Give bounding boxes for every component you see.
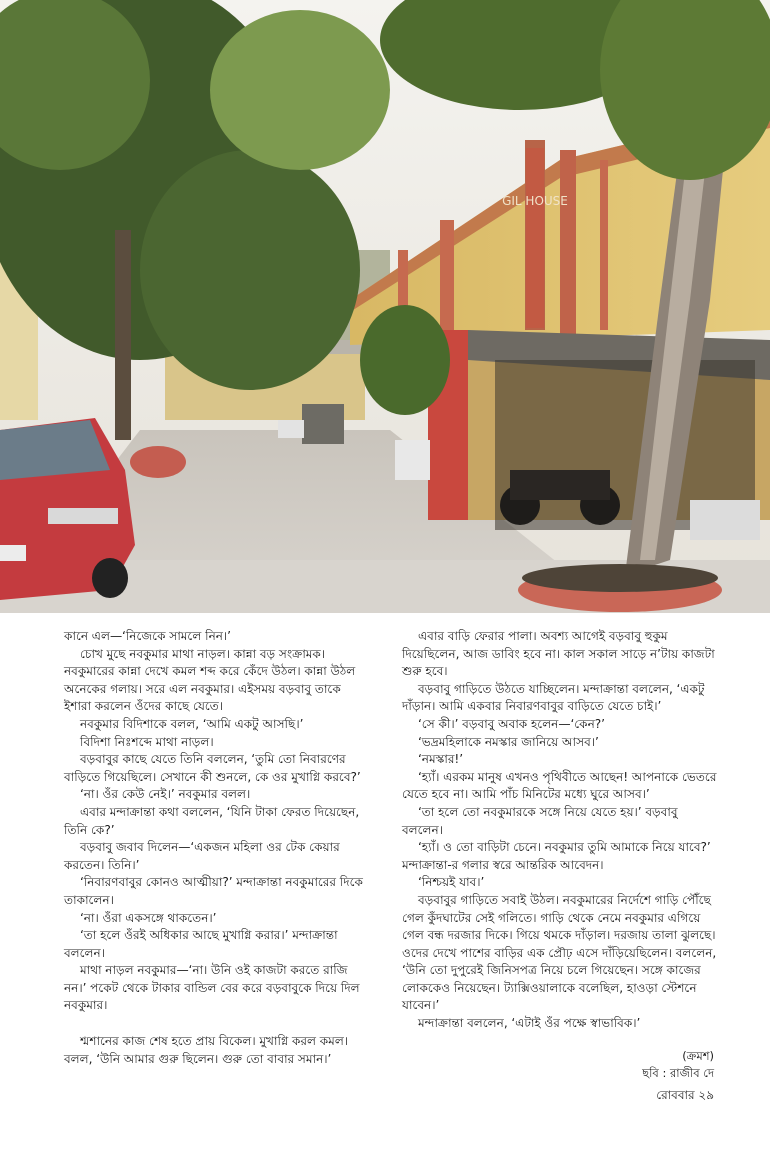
article-column-right: [402, 628, 718, 1033]
paragraph: বিদিশা নিঃশব্দে মাথা নাড়ল।: [80, 734, 214, 749]
paragraph: ‘সে কী।’ বড়বাবু অবাক হলেন—‘কেন?’: [418, 716, 605, 731]
paragraph: এবার বাড়ি ফেরার পালা। অবশ্য আগেই বড়বাবু হুকুম দিয়েছিলেন, আজ ডাবিং হবে না। কাল সকাল সাড়ে ন’টায় কাজটা শুরু হবে।: [402, 629, 715, 679]
paragraph: বড়বাবুর গাড়িতে সবাই উঠল। নবকুমারের নির্দেশে গাড়ি পৌঁছে গেল কুঁদঘাটের সেই গলিতে। গাড়ি থেকে নেমে নবকুমার এগিয়ে গেল বন্ধ দরজার দিকে। গিয়ে থমকে দাঁড়াল। দরজায় তালা ঝুলছে। ওদের দেখে পাশের বাড়ির এক প্রৌঢ় এসে দাঁড়িয়েছিলেন। বললেন, ‘উনি তো দুপুরেই জিনিসপত্র নিয়ে চলে গিয়েছেন। সঙ্গে কাজের লোককেও নিয়েছেন। ট্যাক্সিওয়ালাকে বলেছিল, হাওড়া স্টেশনে যাবেন।’: [402, 892, 717, 1013]
paragraph: মাথা নাড়ল নবকুমার—‘না। উনি ওই কাজটা করতে রাজি নন।’ পকেট থেকে টাকার বান্ডিল বের করে বড়বাবুকে দিয়ে দিল নবকুমার।: [64, 963, 360, 1013]
page-folio: রোববার ২৯: [656, 1088, 714, 1102]
paragraph: ‘তা হলে তো নবকুমারকে সঙ্গে নিয়ে যেতে হয়।’ বড়বাবু বললেন।: [402, 804, 678, 837]
paragraph: কানে এল—‘নিজেকে সামলে নিন।’: [64, 629, 231, 643]
paragraph: বড়বাবু গাড়িতে উঠতে যাচ্ছিলেন। মন্দাক্রান্তা বললেন, ‘একটু দাঁড়ান। আমি একবার নিবারণবাবুর বাড়িতে যেতে চাই।’: [402, 681, 705, 714]
paragraph: ‘নিশ্চয়ই যাব।’: [418, 875, 485, 890]
paragraph: ‘নমস্কার!’: [418, 752, 463, 767]
paragraph: এবার মন্দাক্রান্তা কথা বললেন, ‘যিনি টাকা ফেরত দিয়েছেন, তিনি কে?’: [64, 804, 360, 837]
paragraph: ‘ভদ্রমহিলাকে নমস্কার জানিয়ে আসব।’: [418, 734, 599, 749]
paragraph: ‘হ্যাঁ। ও তো বাড়িটা চেনে। নবকুমার তুমি আমাকে নিয়ে যাবে?’ মন্দাক্রান্তা-র গলার স্বরে আন্তরিক আবেদন।: [402, 840, 711, 872]
paragraph: ‘হ্যাঁ। এরকম মানুষ এখনও পৃথিবীতে আছেন! আপনাকে ভেতরে যেতে হবে না। আমি পাঁচ মিনিটের মধ্যে ঘুরে আসব।’: [402, 769, 717, 802]
building-sign-text: GIL HOUSE: [502, 194, 568, 208]
paragraph: চোখ মুছে নবকুমার মাথা নাড়ল। কান্না বড় সংক্রামক। নবকুমারের কান্না দেখে কমল শব্দ করে কেঁদে উঠল। কান্না উঠল অনেকের গলায়। সরে এল নবকুমার। এইসময় বড়বাবু তাকে ইশারা করলেন ওঁদের কাছে যেতে।: [64, 646, 356, 714]
paragraph: ‘না। ওঁর কেউ নেই।’ নবকুমার বলল।: [80, 787, 251, 802]
paragraph: বড়বাবুর কাছে যেতে তিনি বললেন, ‘তুমি তো নিবারণের বাড়িতে গিয়েছিলে। সেখানে কী শুনলে, কে ওর মুখাগ্নি করবে?’: [64, 752, 361, 784]
paragraph: বড়বাবু জবাব দিলেন—‘একজন মহিলা ওর টেক কেয়ার করতেন। তিনি।’: [64, 840, 340, 872]
article-column-left: [64, 628, 370, 1068]
paragraph: ‘না। ওঁরা একসঙ্গে থাকতেন।’: [80, 910, 217, 925]
paragraph: ‘নিবারণবাবুর কোনও আত্মীয়া?’ মন্দাক্রান্তা নবকুমারের দিকে তাকালেন।: [64, 875, 363, 907]
photo-credit: ছবি : রাজীব দে: [642, 1066, 714, 1080]
paragraph: ‘তা হলে ওঁরই অধিকার আছে মুখাগ্নি করার।’ মন্দাক্রান্তা বললেন।: [64, 928, 338, 960]
paragraph: নবকুমার বিদিশাকে বলল, ‘আমি একটু আসছি।’: [80, 716, 304, 731]
paragraph: শ্মশানের কাজ শেষ হতে প্রায় বিকেল। মুখাগ্নি করল কমল। বলল, ‘উনি আমার গুরু ছিলেন। গুরু তো বাবার সমান।’: [64, 1034, 349, 1066]
paragraph: মন্দাক্রান্তা বললেন, ‘এটাই ওঁর পক্ষে স্বাভাবিক।’: [418, 1016, 641, 1031]
series-note: (ক্রমশ): [682, 1049, 714, 1063]
